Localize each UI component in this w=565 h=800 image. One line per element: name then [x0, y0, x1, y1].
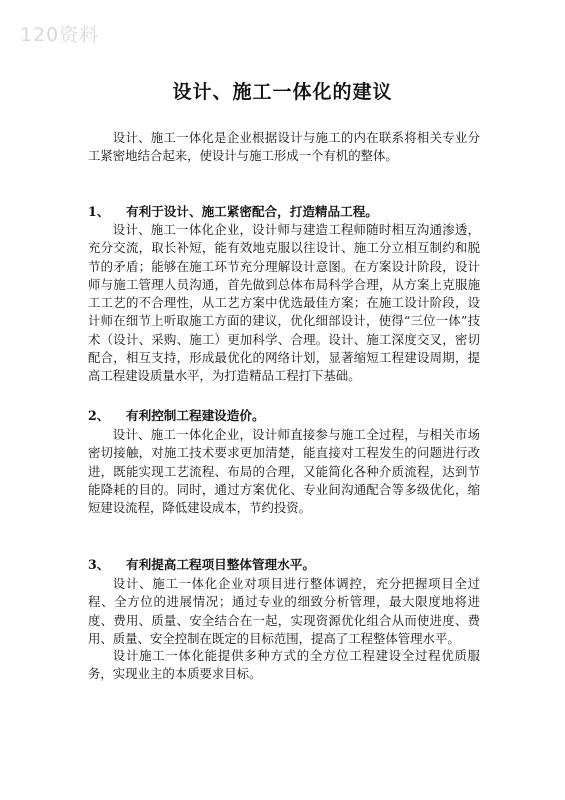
watermark: 120资料 — [20, 24, 100, 46]
section-1-number: 1、 — [88, 204, 110, 219]
section-3-paragraph-1: 设计、施工一体化企业对项目进行整体调控，充分把握项目全过程、全方位的进展情况；通过专业的细致分析管理，最大限度地将进度、费用、质量、安全结合在一起，实现资源优化组合从而使进度、费用、质量、安全控制在既定的目标范围，提高了工程整体管理水平。 — [88, 576, 480, 646]
section-1-paragraph: 设计、施工一体化企业，设计师与建造工程师随时相互沟通渗透，充分交流，取长补短，能有效地克服以往设计、施工分立相互制约和脱节的矛盾；能够在施工环节充分理解设计意图。在方案设计阶段，设计师与施工管理人员沟通，首先做到总体布局科学合理，从方案上克服施工工艺的不合理性，从工艺方案中优选最佳方案；在施工设计阶段，设计师在细节上听取施工方面的建议，优化细部设计，使得“三位一体”技术（设计、采购、施工）更加科学、合理。设计、施工深度交叉，密切配合，相互支持，形成最优化的网络计划，显著缩短工程建设周期，提高工程建设质量水平，为打造精品工程打下基础。 — [88, 222, 480, 384]
section-3-paragraph-2: 设计施工一体化能提供多种方式的全方位工程建设全过程优质服务，实现业主的本质要求目标。 — [88, 648, 480, 682]
section-3-heading — [88, 554, 315, 573]
section-3-number: 3、 — [88, 557, 110, 572]
section-3-title: 有利提高工程项目整体管理水平。 — [126, 557, 315, 572]
section-2-paragraph: 设计、施工一体化企业，设计师直接参与施工全过程，与相关市场密切接触，对施工技术要求更加清楚，能直接对工程发生的问题进行改进，既能实现工艺流程、布局的合理，又能简化各种介质流程，达到节能降耗的目的。同时，通过方案优化、专业间沟通配合等多级优化，缩短建设流程，降低建设成本，节约投资。 — [88, 427, 480, 516]
section-2-heading — [88, 405, 265, 424]
section-1-heading — [88, 201, 378, 220]
section-2-title: 有利控制工程建设造价。 — [126, 408, 265, 423]
intro-paragraph: 设计、施工一体化是企业根据设计与施工的内在联系将相关专业分工紧密地结合起来，使设计与施工形成一个有机的整体。 — [88, 130, 480, 164]
section-1-title: 有利于设计、施工紧密配合，打造精品工程。 — [126, 204, 378, 219]
section-2-number: 2、 — [88, 408, 110, 423]
page-title: 设计、施工一体化的建议 — [172, 81, 393, 103]
